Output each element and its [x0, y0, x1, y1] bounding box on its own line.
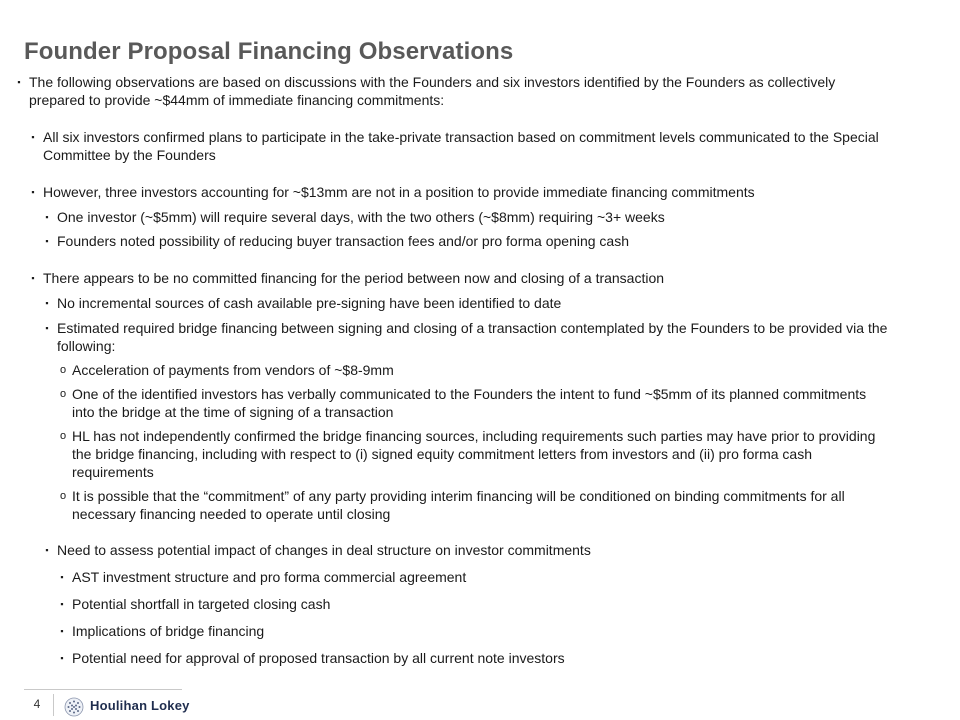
bullet-text: Implications of bridge financing	[72, 623, 265, 639]
list-item	[31, 183, 889, 201]
bullet-marker: o	[59, 388, 67, 400]
list-item	[45, 319, 889, 355]
bullet-text: Potential shortfall in targeted closing cash	[72, 596, 331, 612]
bullet-text: One investor (~$5mm) will require several days, with the two others (~$8mm) requiring ~3+ weeks	[57, 209, 665, 225]
company-logo-text: Houlihan Lokey	[90, 698, 190, 713]
bullet-marker: ▪	[31, 132, 35, 142]
bullet-text: HL has not independently confirmed the bridge financing sources, including requirements such parties may have prior to providing the bridge financing, including with respect to (i) signed equity commitment letters from investors and (ii) pro forma cash requirements	[72, 428, 876, 480]
list-item	[60, 568, 889, 586]
list-item	[45, 208, 889, 226]
list-item	[60, 622, 889, 640]
bullet-text: AST investment structure and pro forma commercial agreement	[72, 569, 467, 585]
bullet-marker: ▪	[17, 77, 21, 87]
page-number: 4	[33, 697, 41, 711]
bullet-text-however: However, three investors accounting for ~$13mm are not in a position to provide immediate financing commitments	[43, 184, 755, 200]
bullet-marker: ▪	[31, 273, 35, 283]
list-item	[59, 487, 889, 523]
bullet-text: One of the identified investors has verbally communicated to the Founders the intent to fund ~$5mm of its planned commitments into the bridge at the time of signing of a transaction	[72, 386, 867, 420]
bullet-text-confirm: All six investors confirmed plans to participate in the take-private transaction based on commitment levels communicated to the Special Committee by the Founders	[43, 129, 879, 163]
list-item	[31, 269, 889, 287]
list-item	[45, 541, 889, 559]
list-item	[59, 361, 889, 379]
bullet-marker: o	[59, 364, 67, 376]
bullet-text: Acceleration of payments from vendors of ~$8-9mm	[72, 362, 394, 378]
list-item	[31, 128, 889, 164]
footer-rule	[24, 689, 182, 690]
bullet-marker: ▪	[60, 599, 64, 609]
bullet-text-no-committed: There appears to be no committed financing for the period between now and closing of a transaction	[43, 270, 665, 286]
bullet-marker: ▪	[45, 298, 49, 308]
bullet-marker: ▪	[45, 236, 49, 246]
bullet-marker: ▪	[60, 653, 64, 663]
bullet-text: Founders noted possibility of reducing buyer transaction fees and/or pro forma opening cash	[57, 233, 630, 249]
list-item	[60, 595, 889, 613]
bullet-text: It is possible that the “commitment” of any party providing interim financing will be conditioned on binding commitments for all necessary financing needed to operate until closing	[72, 488, 845, 522]
list-item	[59, 385, 889, 421]
bullet-marker: ▪	[60, 572, 64, 582]
bullet-text: No incremental sources of cash available pre-signing have been identified to date	[57, 295, 562, 311]
bullet-text: Estimated required bridge financing between signing and closing of a transaction contemplated by the Founders to be provided via the following:	[57, 320, 888, 354]
globe-logo-icon	[64, 697, 84, 717]
list-item	[17, 73, 889, 109]
list-item	[59, 427, 889, 481]
bullet-marker: ▪	[45, 323, 49, 333]
list-item	[45, 232, 889, 250]
page-title: Founder Proposal Financing Observations	[24, 38, 514, 65]
bullet-marker: ▪	[45, 212, 49, 222]
list-item	[60, 649, 889, 667]
bullet-marker: o	[59, 430, 67, 442]
bullet-text: Potential need for approval of proposed transaction by all current note investors	[72, 650, 565, 666]
footer-divider	[53, 694, 54, 716]
bullet-marker: o	[59, 490, 67, 502]
bullet-text-intro: The following observations are based on discussions with the Founders and six investors identified by the Founders as collectively prepared to provide ~$44mm of immediate financing commitments:	[29, 74, 836, 108]
bullet-text-assess: Need to assess potential impact of changes in deal structure on investor commitments	[57, 542, 591, 558]
bullet-marker: ▪	[60, 626, 64, 636]
bullet-marker: ▪	[31, 187, 35, 197]
bullet-marker: ▪	[45, 545, 49, 555]
list-item	[45, 294, 889, 312]
